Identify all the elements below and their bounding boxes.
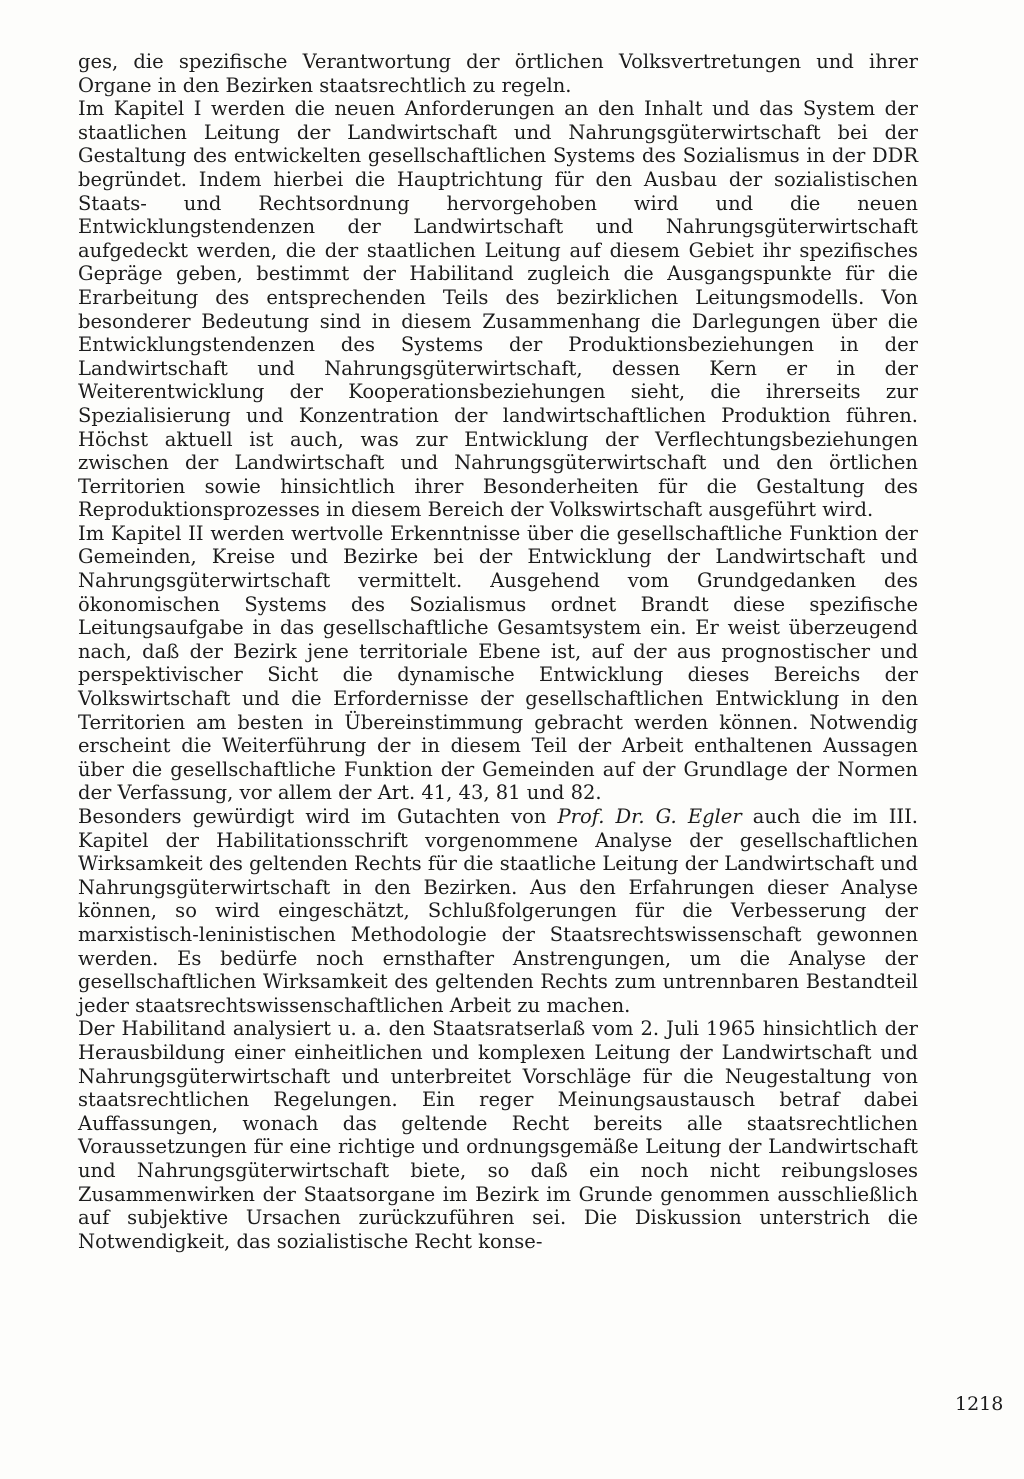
body-text [78, 50, 918, 1253]
paragraph-5: Der Habilitand analysiert u. a. den Staatsratserlaß vom 2. Juli 1965 hinsichtlich der Herausbildung einer einheitlichen und komplexen Leitung der Landwirtschaft und Nahrungsgüterwirtschaft und unterbreitet Vorschläge für die Neugestaltung von staatsrechtlichen Regelungen. Ein reger Meinungsaustausch betraf dabei Auffassungen, wonach das geltende Recht bereits alle staatsrechtlichen Voraussetzungen für eine richtige und ordnungsgemäße Leitung der Landwirtschaft und Nahrungsgüterwirtschaft biete, so daß ein noch nicht reibungsloses Zusammenwirken der Staatsorgane im Bezirk im Grunde genommen ausschließlich auf subjektive Ursachen zurückzuführen sei. Die Diskussion unterstrich die Notwendigkeit, das sozialistische Recht konse- [78, 1017, 918, 1253]
paragraph-4 [78, 805, 918, 1017]
paragraph-4-rest: auch die im III. Kapitel der Habilitationsschrift vorgenommene Analyse der gesellschaftlichen Wirksamkeit des geltenden Rechts für die staatliche Leitung der Landwirtschaft und Nahrungsgüterwirtschaft in den Bezirken. Aus den Erfahrungen dieser Analyse können, so wird eingeschätzt, Schlußfolgerungen für die Verbesserung der marxistisch-leninistischen Methodologie der Staatsrechtswissenschaft gewonnen werden. Es bedürfe noch ernsthafter Anstrengungen, um die Analyse der gesellschaftlichen Wirksamkeit des geltenden Rechts zum untrennbaren Bestandteil jeder staatsrechtswissenschaftlichen Arbeit zu machen. [78, 805, 919, 1017]
paragraph-1: ges, die spezifische Verantwortung der örtlichen Volksvertretungen und ihrer Organe in den Bezirken staatsrechtlich zu regeln. [78, 50, 918, 97]
paragraph-2: Im Kapitel I werden die neuen Anforderungen an den Inhalt und das System der staatlichen Leitung der Landwirtschaft und Nahrungsgüterwirtschaft bei der Gestaltung des entwickelten gesellschaftlichen Systems des Sozialismus in der DDR begründet. Indem hierbei die Hauptrichtung für den Ausbau der sozialistischen Staats- und Rechtsordnung hervorgehoben wird und die neuen Entwicklungstendenzen der Landwirtschaft und Nahrungsgüterwirtschaft aufgedeckt werden, die der staatlichen Leitung auf diesem Gebiet ihr spezifisches Gepräge geben, bestimmt der Habilitand zugleich die Ausgangspunkte für die Erarbeitung des entsprechenden Teils des bezirklichen Leitungsmodells. Von besonderer Bedeutung sind in diesem Zusammenhang die Darlegungen über die Entwicklungstendenzen des Systems der Produktionsbeziehungen in der Landwirtschaft und Nahrungsgüterwirtschaft, dessen Kern er in der Weiterentwicklung der Kooperationsbeziehungen sieht, die ihrerseits zur Spezialisierung und Konzentration der landwirtschaftlichen Produktion führen. Höchst aktuell ist auch, was zur Entwicklung der Verflechtungsbeziehungen zwischen der Landwirtschaft und Nahrungsgüterwirtschaft und den örtlichen Territorien sowie hinsichtlich ihrer Besonderheiten für die Gestaltung des Reproduktionsprozesses in diesem Bereich der Volkswirtschaft ausgeführt wird. [78, 97, 918, 522]
page-number: 1218 [955, 1393, 1004, 1415]
paragraph-3: Im Kapitel II werden wertvolle Erkenntnisse über die gesellschaftliche Funktion der Gemeinden, Kreise und Bezirke bei der Entwicklung der Landwirtschaft und Nahrungsgüterwirtschaft vermittelt. Ausgehend vom Grundgedanken des ökonomischen Systems des Sozialismus ordnet Brandt diese spezifische Leitungsaufgabe in das gesellschaftliche Gesamtsystem ein. Er weist überzeugend nach, daß der Bezirk jene territoriale Ebene ist, auf der aus prognostischer und perspektivischer Sicht die dynamische Entwicklung dieses Bereichs der Volkswirtschaft und die Erfordernisse der gesellschaftlichen Entwicklung in den Territorien am besten in Übereinstimmung gebracht werden können. Notwendig erscheint die Weiterführung der in diesem Teil der Arbeit enthaltenen Aussagen über die gesellschaftliche Funktion der Gemeinden auf der Grundlage der Normen der Verfassung, vor allem der Art. 41, 43, 81 und 82. [78, 521, 918, 805]
paragraph-4-lead: Besonders gewürdigt wird im Gutachten von [78, 805, 558, 828]
reviewer-name: Prof. Dr. G. Egler [557, 805, 742, 828]
